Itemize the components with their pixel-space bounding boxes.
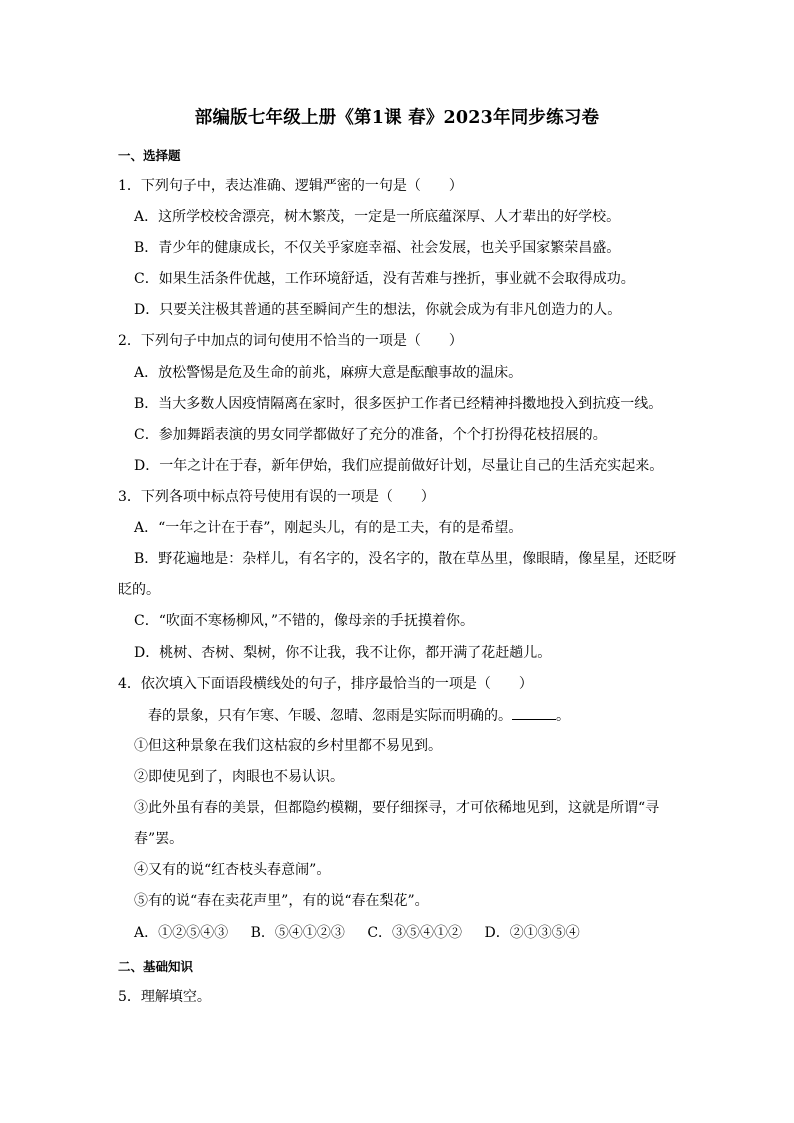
question-1-stem: 1．下列句子中，表达准确、逻辑严密的一句是（ ） bbox=[118, 178, 463, 194]
question-4-option-c: C．③⑤④①② bbox=[367, 925, 463, 941]
question-2-option-a: A．放松警惕是危及生命的前兆，麻痹大意是酝酿事故的温床。 bbox=[134, 365, 523, 381]
question-3-option-a: A．“一年之计在于春”，刚起头儿，有的是工夫，有的是希望。 bbox=[134, 520, 523, 536]
question-4-passage-end: 。 bbox=[556, 708, 570, 724]
question-2-option-b: B．当大多数人因疫情隔离在家时，很多医护工作者已经精神抖擞地投入到抗疫一线。 bbox=[134, 396, 663, 412]
question-4-option-b: B．⑤④①②③ bbox=[250, 925, 345, 941]
question-4-sentence-3-line2: 春”罢。 bbox=[134, 831, 184, 847]
question-1-option-b: B．青少年的健康成长，不仅关乎家庭幸福、社会发展，也关乎国家繁荣昌盛。 bbox=[134, 240, 621, 256]
question-5-stem: 5．理解填空。 bbox=[118, 989, 211, 1005]
question-4-sentence-3-line1: ③此外虽有春的美景，但都隐约模糊，要仔细探寻，才可依稀地见到，这就是所谓“寻 bbox=[134, 800, 660, 816]
question-3-stem: 3．下列各项中标点符号使用有误的一项是（ ） bbox=[118, 489, 435, 505]
question-4-sentence-1: ①但这种景象在我们这枯寂的乡村里都不易见到。 bbox=[134, 738, 442, 754]
question-4-sentence-5: ⑤有的说“春在卖花声里”，有的说“春在梨花”。 bbox=[134, 893, 429, 909]
question-4-stem: 4．依次填入下面语段横线处的句子，排序最恰当的一项是（ ） bbox=[118, 676, 533, 692]
question-1-option-d: D．只要关注极其普通的甚至瞬间产生的想法，你就会成为有非凡创造力的人。 bbox=[134, 302, 622, 318]
section-heading-basics: 二、基础知识 bbox=[118, 959, 194, 974]
question-3-option-b-line1: B．野花遍地是：杂样儿，有名字的，没名字的，散在草丛里，像眼睛，像星星，还眨呀 bbox=[134, 551, 677, 567]
question-2-option-c: C．参加舞蹈表演的男女同学都做好了充分的准备，个个打扮得花枝招展的。 bbox=[134, 427, 607, 443]
question-4-passage-text: 春的景象，只有乍寒、乍暖、忽晴、忽雨是实际而明确的。 bbox=[148, 708, 512, 724]
question-3-option-b-line2: 眨的。 bbox=[118, 582, 160, 598]
question-4-option-a: A．①②⑤④③ bbox=[134, 925, 229, 941]
question-4-passage bbox=[148, 705, 570, 726]
question-4-options bbox=[134, 923, 598, 943]
document-title: 部编版七年级上册《第1课 春》2023年同步练习卷 bbox=[194, 108, 600, 128]
section-heading-choice: 一、选择题 bbox=[118, 148, 181, 163]
question-3-option-d: D．桃树、杏树、梨树，你不让我，我不让你，都开满了花赶趟儿。 bbox=[134, 645, 552, 661]
question-3-option-c: C．“吹面不寒杨柳风，”不错的，像母亲的手抚摸着你。 bbox=[134, 613, 475, 629]
question-1-option-a: A．这所学校校舍漂亮，树木繁茂，一定是一所底蕴深厚、人才辈出的好学校。 bbox=[134, 209, 621, 225]
question-2-stem: 2．下列句子中加点的词句使用不恰当的一项是（ ） bbox=[118, 333, 463, 349]
fill-in-blank bbox=[512, 705, 556, 720]
question-2-option-d: D．一年之计在于春，新年伊始，我们应提前做好计划，尽量让自己的生活充实起来。 bbox=[134, 458, 664, 474]
question-1-option-c: C．如果生活条件优越，工作环境舒适，没有苦难与挫折，事业就不会取得成功。 bbox=[134, 271, 635, 287]
question-4-sentence-2: ②即使见到了，肉眼也不易认识。 bbox=[134, 769, 344, 785]
question-4-option-d: D．②①③⑤④ bbox=[484, 925, 580, 941]
question-4-sentence-4: ④又有的说“红杏枝头春意闹”。 bbox=[134, 862, 331, 878]
